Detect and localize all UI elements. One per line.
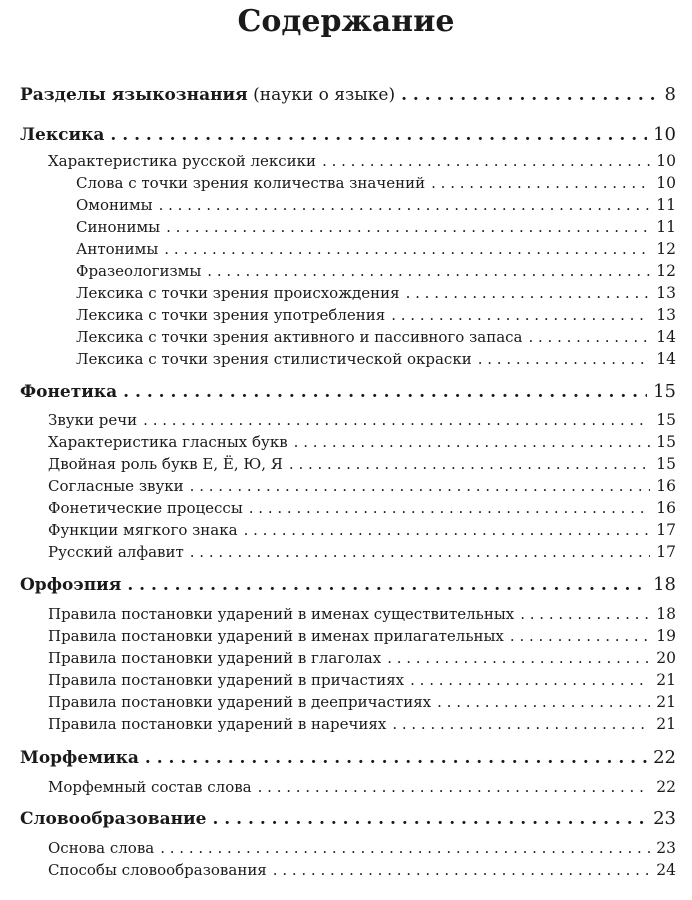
dot-leader	[127, 575, 647, 595]
toc-entry[interactable]	[20, 808, 676, 829]
toc-entry[interactable]	[48, 715, 676, 733]
toc-entry-title: Антонимы	[76, 240, 159, 258]
toc-entry-title: Правила постановки ударений в причастиях	[48, 671, 405, 689]
toc-entry-title: Морфемный состав слова	[48, 778, 252, 796]
dot-leader	[159, 196, 651, 214]
toc-entry-page-number: 19	[656, 627, 676, 645]
dot-leader	[391, 306, 650, 324]
dot-leader	[207, 262, 650, 280]
toc-entry[interactable]	[48, 455, 676, 473]
dot-leader	[406, 284, 651, 302]
toc-entry[interactable]	[48, 499, 676, 517]
toc-entry-page-number: 22	[656, 778, 676, 796]
toc-entry-page-number: 12	[656, 240, 676, 258]
toc-entry-page-number: 23	[653, 808, 676, 829]
toc-entry-title: Разделы языкознания (науки о языке)	[20, 85, 396, 105]
dot-leader	[410, 671, 650, 689]
dot-leader	[110, 125, 647, 145]
toc-entry-title: Лексика с точки зрения стилистической окраски	[76, 350, 472, 368]
toc-entry-title: Лексика с точки зрения происхождения	[76, 284, 400, 302]
toc-entry-title: Функции мягкого знака	[48, 521, 238, 539]
toc-entry[interactable]	[76, 284, 676, 302]
toc-entry-page-number: 15	[653, 381, 676, 402]
toc-entry-page-number: 8	[664, 84, 676, 105]
toc-entry[interactable]	[48, 411, 676, 429]
toc-entry[interactable]	[48, 627, 676, 645]
toc-entry-page-number: 18	[653, 574, 676, 595]
dot-leader	[258, 778, 651, 796]
toc-entry[interactable]	[48, 433, 676, 451]
toc-entry[interactable]	[76, 328, 676, 346]
toc-entry-page-number: 17	[656, 521, 676, 539]
dot-leader	[322, 152, 650, 170]
toc-entry-title: Основа слова	[48, 839, 155, 857]
toc-entry-page-number: 21	[656, 715, 676, 733]
toc-entry-title: Правила постановки ударений в глаголах	[48, 649, 382, 667]
toc-entry[interactable]	[48, 521, 676, 539]
dot-leader	[164, 240, 650, 258]
dot-leader	[294, 433, 651, 451]
dot-leader	[123, 382, 647, 402]
toc-entry[interactable]	[48, 671, 676, 689]
toc-entry-page-number: 15	[656, 433, 676, 451]
toc-entry-page-number: 13	[656, 306, 676, 324]
toc-entry-title: Лексика	[20, 125, 105, 145]
toc-entry[interactable]	[76, 306, 676, 324]
dot-leader	[520, 605, 650, 623]
dot-leader	[249, 499, 651, 517]
toc-entry-title: Характеристика русской лексики	[48, 152, 317, 170]
toc-entry[interactable]	[48, 543, 676, 561]
toc-entry-page-number: 22	[653, 747, 676, 768]
toc-entry-title: Лексика с точки зрения активного и пассивного запаса	[76, 328, 523, 346]
toc-entry-title: Фонетические процессы	[48, 499, 243, 517]
toc-entry-page-number: 21	[656, 693, 676, 711]
toc-entry-page-number: 11	[656, 218, 676, 236]
toc-entry[interactable]	[48, 649, 676, 667]
toc-entry[interactable]	[76, 218, 676, 236]
toc-entry-title: Звуки речи	[48, 411, 138, 429]
toc-entry-page-number: 23	[656, 839, 676, 857]
toc-entry-page-number: 13	[656, 284, 676, 302]
toc-entry-title: Словообразование	[20, 809, 207, 829]
toc-entry[interactable]	[48, 477, 676, 495]
page-title: Содержание	[237, 4, 455, 39]
toc-entry[interactable]	[48, 693, 676, 711]
toc-entry-title: Характеристика гласных букв	[48, 433, 288, 451]
toc-entry-page-number: 17	[656, 543, 676, 561]
toc-entry-title: Орфоэпия	[20, 575, 122, 595]
toc-entry-page-number: 18	[656, 605, 676, 623]
dot-leader	[431, 174, 650, 192]
toc-entry[interactable]	[76, 350, 676, 368]
toc-entry[interactable]	[76, 240, 676, 258]
toc-entry[interactable]	[48, 778, 676, 796]
toc-entry[interactable]	[48, 152, 676, 170]
dot-leader	[160, 839, 650, 857]
dot-leader	[437, 693, 650, 711]
toc-entry[interactable]	[76, 262, 676, 280]
dot-leader	[273, 861, 650, 879]
dot-leader	[212, 809, 647, 829]
toc-entry-page-number: 15	[656, 455, 676, 473]
toc-entry-title: Согласные звуки	[48, 477, 184, 495]
toc-entry-page-number: 16	[656, 499, 676, 517]
toc-entry[interactable]	[20, 747, 676, 768]
toc-entry-title: Способы словообразования	[48, 861, 267, 879]
toc-entry[interactable]	[20, 574, 676, 595]
dot-leader	[478, 350, 651, 368]
dot-leader	[166, 218, 650, 236]
toc-entry[interactable]	[48, 861, 676, 879]
toc-entry-title: Омонимы	[76, 196, 153, 214]
dot-leader	[392, 715, 650, 733]
toc-entry-page-number: 11	[656, 196, 676, 214]
toc-entry-page-number: 14	[656, 350, 676, 368]
toc-entry-page-number: 21	[656, 671, 676, 689]
toc-entry-title: Двойная роль букв Е, Ё, Ю, Я	[48, 455, 283, 473]
toc-entry-page-number: 10	[653, 124, 676, 145]
toc-entry[interactable]	[76, 196, 676, 214]
toc-entry-subtitle: (науки о языке)	[247, 85, 396, 105]
toc-entry-page-number: 24	[656, 861, 676, 879]
toc-entry-title: Фонетика	[20, 382, 118, 402]
toc-entry-page-number: 14	[656, 328, 676, 346]
toc-entry-page-number: 10	[656, 152, 676, 170]
toc-entry-title: Морфемика	[20, 748, 139, 768]
toc-entry-title: Правила постановки ударений в именах прилагательных	[48, 627, 504, 645]
dot-leader	[190, 477, 651, 495]
toc-entry-title: Правила постановки ударений в именах существительных	[48, 605, 515, 623]
toc-entry[interactable]	[20, 381, 676, 402]
dot-leader	[289, 455, 650, 473]
dot-leader	[145, 748, 647, 768]
toc-entry[interactable]	[48, 605, 676, 623]
toc-entry-title: Правила постановки ударений в наречиях	[48, 715, 387, 733]
toc-entry-title: Правила постановки ударений в деепричастиях	[48, 693, 432, 711]
toc-entry-title: Фразеологизмы	[76, 262, 202, 280]
dot-leader	[244, 521, 651, 539]
dot-leader	[387, 649, 650, 667]
toc-entry[interactable]	[20, 124, 676, 145]
dot-leader	[401, 85, 658, 105]
toc-entry[interactable]	[20, 84, 676, 105]
toc-entry-title: Русский алфавит	[48, 543, 184, 561]
toc-entry-page-number: 12	[656, 262, 676, 280]
toc-entry[interactable]	[48, 839, 676, 857]
toc-entry-page-number: 15	[656, 411, 676, 429]
toc-entry[interactable]	[76, 174, 676, 192]
toc-entry-page-number: 20	[656, 649, 676, 667]
dot-leader	[190, 543, 651, 561]
toc-entry-page-number: 16	[656, 477, 676, 495]
dot-leader	[510, 627, 650, 645]
toc-entry-title: Лексика с точки зрения употребления	[76, 306, 386, 324]
toc-entry-title: Слова с точки зрения количества значений	[76, 174, 426, 192]
toc-entry-page-number: 10	[656, 174, 676, 192]
dot-leader	[143, 411, 650, 429]
toc-entry-title: Синонимы	[76, 218, 161, 236]
dot-leader	[528, 328, 650, 346]
